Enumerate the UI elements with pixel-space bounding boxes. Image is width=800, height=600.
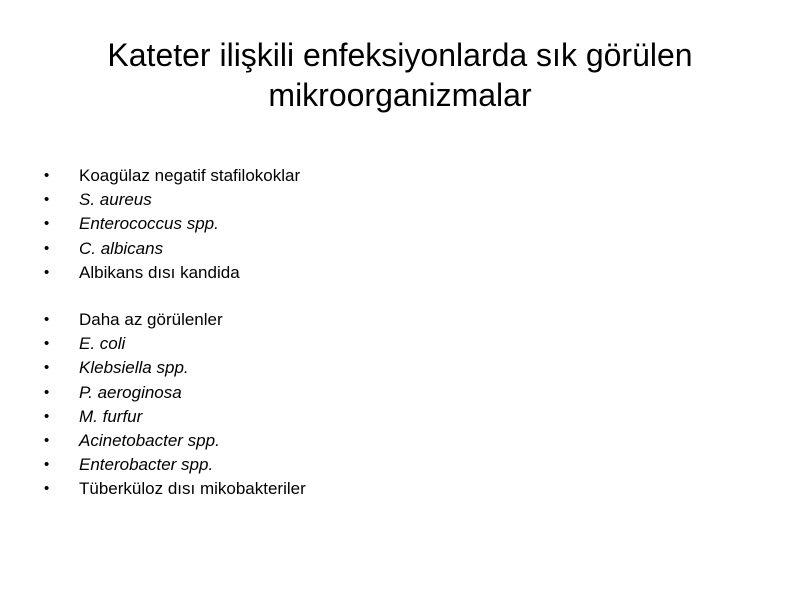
list-item-text: C. albicans bbox=[79, 238, 164, 258]
list-item bbox=[44, 429, 744, 453]
list-item-text: Acinetobacter spp. bbox=[79, 430, 220, 450]
bullet-list bbox=[44, 164, 744, 501]
list-item-text: M. furfur bbox=[79, 406, 143, 426]
bullet-icon: • bbox=[44, 310, 50, 328]
bullet-icon: • bbox=[44, 167, 50, 184]
list-item-text: Klebsiella spp. bbox=[79, 358, 189, 378]
list-item bbox=[44, 381, 744, 405]
list-item-text: Enterococcus spp. bbox=[79, 214, 219, 234]
list-item bbox=[44, 237, 744, 261]
bullet-group-1 bbox=[44, 164, 744, 285]
list-item bbox=[44, 356, 744, 380]
list-item bbox=[44, 261, 744, 285]
bullet-icon: • bbox=[44, 239, 50, 257]
list-item-text: Daha az görülenler bbox=[79, 309, 223, 329]
list-item-text: P. aeroginosa bbox=[79, 382, 182, 402]
bullet-icon: • bbox=[44, 335, 50, 353]
slide-title-line-2: mikroorganizmalar bbox=[268, 77, 532, 114]
bullet-icon: • bbox=[44, 480, 50, 498]
list-item-text: Enterobacter spp. bbox=[79, 455, 214, 475]
list-item-text: Albikans dısı kandida bbox=[79, 262, 240, 282]
list-item bbox=[44, 212, 744, 236]
list-item bbox=[44, 164, 744, 188]
bullet-icon: • bbox=[44, 431, 50, 449]
bullet-icon: • bbox=[44, 191, 50, 209]
slide-title-line-1: Kateter ilişkili enfeksiyonlarda sık görülen bbox=[107, 37, 693, 74]
list-item-text: Koagülaz negatif stafilokoklar bbox=[79, 166, 301, 185]
bullet-icon: • bbox=[44, 383, 50, 401]
bullet-icon: • bbox=[44, 263, 50, 281]
bullet-icon: • bbox=[44, 215, 50, 233]
slide-title bbox=[60, 35, 740, 115]
list-item-text: E. coli bbox=[79, 334, 126, 354]
bullet-icon: • bbox=[44, 407, 50, 425]
list-item bbox=[44, 453, 744, 477]
list-item-text: Tüberküloz dısı mikobakteriler bbox=[79, 479, 306, 499]
list-item bbox=[44, 188, 744, 212]
list-item bbox=[44, 308, 744, 332]
list-item-text: S. aureus bbox=[79, 190, 152, 210]
list-item bbox=[44, 477, 744, 501]
bullet-group-2 bbox=[44, 308, 744, 502]
list-item bbox=[44, 405, 744, 429]
bullet-icon: • bbox=[44, 456, 50, 474]
list-item bbox=[44, 332, 744, 356]
bullet-icon: • bbox=[44, 359, 50, 377]
